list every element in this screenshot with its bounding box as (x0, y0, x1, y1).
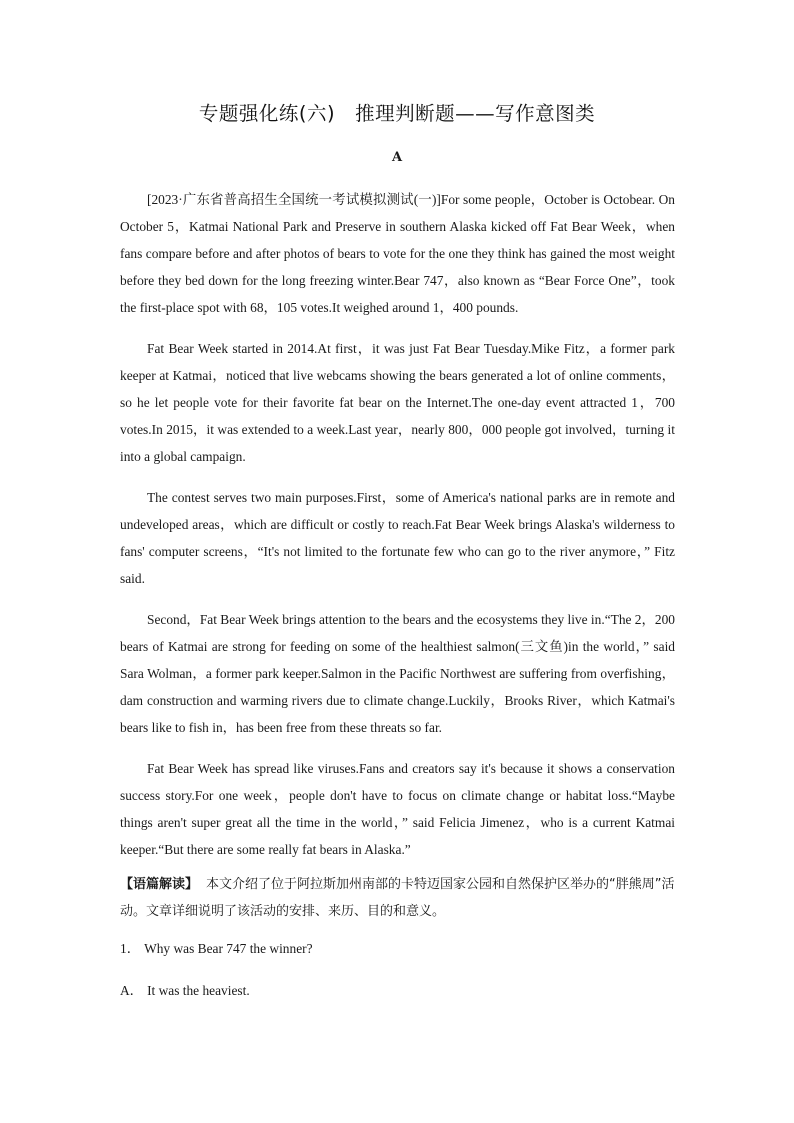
passage-body (120, 186, 675, 877)
question-number: 1． (120, 941, 141, 956)
page-title: 专题强化练(六) 推理判断题——写作意图类 (198, 102, 596, 125)
question-text: Why was Bear 747 the winner? (144, 941, 313, 956)
option-text: It was the heaviest. (147, 983, 250, 998)
passage-paragraph-1: [2023·广东省普高招生全国统一考试模拟测试(一)]For some people，October is Octobear. On October 5，Katmai National Park and Preserve in southern Alaska kicked off Fat Bear Week，when fans compare before and after photos of bears to vote for the one they think has gained the most weight before they bed down for the long freezing winter.Bear 747，also known as “Bear Force One”，took the first-place spot with 68，105 votes.It weighed around 1，400 pounds. (120, 192, 675, 315)
option-a (120, 980, 250, 999)
passage-paragraph-3: The contest serves two main purposes.First，some of America's national parks are in remote and undeveloped areas，which are difficult or costly to reach.Fat Bear Week brings Alaska's wilderness to fans' computer screens，“It's not limited to the fortunate few who can go to the river anymore，” Fitz said. (120, 490, 675, 586)
interpretation-text: 本文介绍了位于阿拉斯加州南部的卡特迈国家公园和自然保护区举办的“胖熊周”活动。文章详细说明了该活动的安排、来历、目的和意义。 (120, 877, 675, 919)
passage-paragraph-5: Fat Bear Week has spread like viruses.Fans and creators say it's because it shows a conservation success story.For one week，people don't have to focus on climate change or habitat loss.“Maybe things aren't super great all the time in the world，” said Felicia Jimenez，who is a current Katmai keeper.“But there are some really fat bears in Alaska.” (120, 761, 675, 857)
interpretation-tag: 【语篇解读】 (120, 877, 199, 892)
section-letter: A (391, 150, 403, 165)
passage-interpretation (120, 871, 676, 925)
option-letter: A． (120, 983, 144, 998)
passage-paragraph-4: Second，Fat Bear Week brings attention to the bears and the ecosystems they live in.“The 2，200 bears of Katmai are strong for feeding on some of the healthiest salmon(三文鱼)in the world，” said Sara Wolman，a former park keeper.Salmon in the Pacific Northwest are suffering from overfishing，dam construction and warming rivers due to climate change.Luckily，Brooks River，which Katmai's bears like to fish in，has been free from these threats so far. (120, 612, 675, 735)
question-1 (120, 938, 313, 957)
passage-paragraph-2: Fat Bear Week started in 2014.At first，it was just Fat Bear Tuesday.Mike Fitz，a former park keeper at Katmai，noticed that live webcams showing the bears generated a lot of online comments，so he let people vote for their favorite fat bear on the Internet.The one-day event attracted 1，700 votes.In 2015，it was extended to a week.Last year，nearly 800，000 people got involved，turning it into a global campaign. (120, 341, 675, 464)
